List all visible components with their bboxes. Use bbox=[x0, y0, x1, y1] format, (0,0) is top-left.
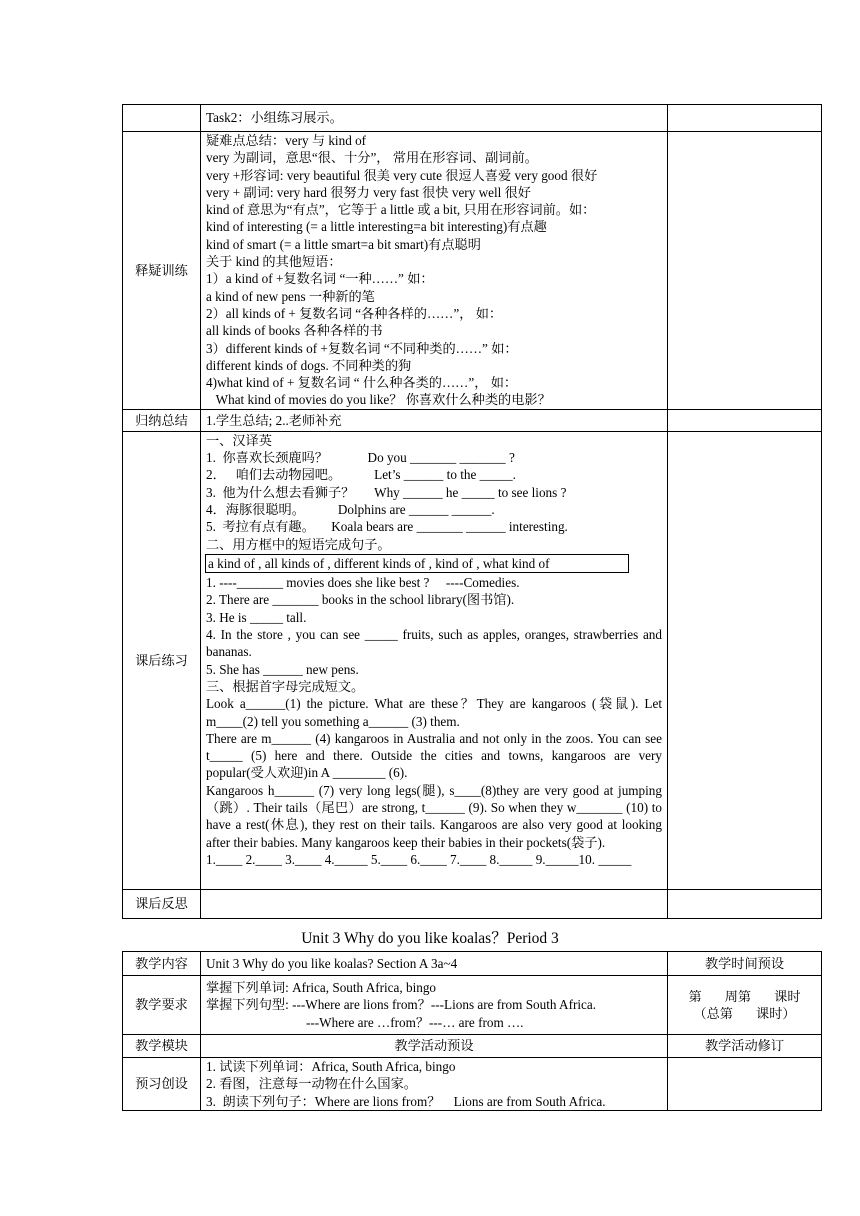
fansi-content bbox=[201, 889, 668, 918]
preview-line: 1. 试读下列单词：Africa, South Africa, bingo bbox=[206, 1059, 456, 1074]
fansi-note-cell bbox=[668, 889, 822, 918]
requirement-line: 掌握下列单词: Africa, South Africa, bingo bbox=[206, 980, 437, 996]
fansi-label: 课后反思 bbox=[123, 889, 201, 918]
activity-label: 教学活动预设 bbox=[201, 1035, 668, 1058]
preview-note-cell bbox=[668, 1058, 822, 1111]
shiyi-row bbox=[123, 132, 822, 410]
guina-note-cell bbox=[668, 409, 822, 431]
period-line: 第 周第 课时 bbox=[688, 988, 801, 1004]
preview-row bbox=[123, 1058, 822, 1111]
period-total: （总第 课时） bbox=[693, 1006, 796, 1021]
phrase-box: a kind of , all kinds of , different kinds of , kind of , what kind of bbox=[205, 554, 629, 573]
period-count bbox=[668, 976, 822, 1035]
shiyi-line: kind of smart (= a little smart=a bit smart)有点聪明 bbox=[206, 236, 481, 252]
shiyi-line: 2）all kinds of + 复数名词 “各种各样的……”， 如： bbox=[206, 305, 503, 321]
shiyi-line: kind of 意思为“有点”，它等于 a little 或 a bit, 只用在形容词前。如： bbox=[206, 202, 596, 218]
task2-text: Task2：小组练习展示。 bbox=[201, 105, 668, 132]
section-3-title: 三、根据首字母完成短文。 bbox=[206, 678, 365, 694]
section-1-title: 一、汉译英 bbox=[206, 432, 272, 448]
task2-row bbox=[123, 105, 822, 132]
passage-paragraph: Look a______(1) the picture. What are these？They are kangaroos (袋鼠). Let m____(2) tell you something a______ (3) them. bbox=[206, 696, 662, 729]
shiyi-content bbox=[201, 132, 668, 410]
shiyi-line: 3）different kinds of +复数名词 “不同种类的……” 如： bbox=[206, 340, 518, 356]
time-label: 教学时间预设 bbox=[668, 952, 822, 976]
content-text: Unit 3 Why do you like koalas? Section A 3a~4 bbox=[201, 952, 668, 976]
section-2-title: 二、用方框中的短语完成句子。 bbox=[206, 536, 391, 552]
shiyi-line: very + 副词: very hard 很努力 very fast 很快 very well 很好 bbox=[206, 184, 531, 200]
shiyi-line: kind of interesting (= a little interesting=a bit interesting)有点趣 bbox=[206, 219, 547, 235]
revise-label: 教学活动修订 bbox=[668, 1035, 822, 1058]
requirement-label: 教学要求 bbox=[123, 976, 201, 1035]
preview-content bbox=[201, 1058, 668, 1111]
shiyi-line: very +形容词: very beautiful 很美 very cute 很逗人喜爱 very good 很好 bbox=[206, 167, 598, 183]
shiyi-line: very 为副词，意思“很、十分”， 常用在形容词、副词前。 bbox=[206, 150, 538, 166]
translate-item: 5. 考拉有点有趣。 Koala bears are _______ ______ interesting. bbox=[206, 519, 568, 535]
fansi-row bbox=[123, 889, 822, 918]
translate-item: 4．海豚很聪明。 Dolphins are ______ ______. bbox=[206, 501, 495, 517]
guina-text: 1.学生总结; 2..老师补充 bbox=[201, 409, 668, 431]
passage-paragraph: There are m______ (4) kangaroos in Australia and not only in the zoos. You can see t_____ (5) here and there. Outside the cities and towns, kangaroos are very popular(受人欢迎)in A ________ (6). bbox=[206, 730, 662, 781]
translate-item: 3. 他为什么想去看狮子？ Why ______ he _____ to see lions ? bbox=[206, 484, 567, 500]
requirement-line: 掌握下列句型: ---Where are lions from？---Lions are from South Africa. bbox=[206, 997, 597, 1013]
requirement-row bbox=[123, 976, 822, 1035]
preview-line: 3. 朗读下列句子：Where are lions from？ Lions are from South Africa. bbox=[206, 1093, 606, 1109]
task2-note-cell bbox=[668, 105, 822, 132]
requirement-content bbox=[201, 976, 668, 1035]
shiyi-line: all kinds of books 各种各样的书 bbox=[206, 323, 383, 339]
content-label: 教学内容 bbox=[123, 952, 201, 976]
content-row bbox=[123, 952, 822, 976]
kehou-note-cell bbox=[668, 431, 822, 889]
task2-label-cell bbox=[123, 105, 201, 132]
shiyi-line: a kind of new pens 一种新的笔 bbox=[206, 288, 375, 304]
shiyi-line: 关于 kind 的其他短语： bbox=[206, 254, 342, 270]
translate-item: 1. 你喜欢长颈鹿吗？ Do you _______ _______ ? bbox=[206, 450, 515, 466]
preview-line: 2. 看图，注意每一动物在什么国家。 bbox=[206, 1076, 417, 1092]
shiyi-note-cell bbox=[668, 132, 822, 410]
fill-item: 3. He is _____ tall. bbox=[206, 609, 307, 625]
shiyi-line: 4)what kind of + 复数名词 “ 什么种各类的……”， 如： bbox=[206, 375, 518, 391]
kehou-content bbox=[201, 431, 668, 889]
module-label: 教学模块 bbox=[123, 1035, 201, 1058]
module-header-row bbox=[123, 1035, 822, 1058]
fill-item: 1. ----_______ movies does she like best ? ----Comedies. bbox=[206, 575, 520, 591]
guina-label: 归纳总结 bbox=[123, 409, 201, 431]
kehou-label: 课后练习 bbox=[123, 431, 201, 889]
fill-item: 4. In the store , you can see _____ fruits, such as apples, oranges, strawberries and bananas. bbox=[206, 627, 662, 660]
fill-item: 5. She has ______ new pens. bbox=[206, 661, 359, 677]
period-title: Unit 3 Why do you like koalas？Period 3 bbox=[301, 930, 559, 947]
answer-blanks: 1.____ 2.____ 3.____ 4._____ 5.____ 6.____ 7.____ 8._____ 9._____10. _____ bbox=[206, 851, 632, 867]
fill-item: 2. There are _______ books in the school library(图书馆). bbox=[206, 592, 515, 608]
guina-row bbox=[123, 409, 822, 431]
passage-paragraph: Kangaroos h______ (7) very long legs(腿), s____(8)they are very good at jumping（跳）. Their tails（尾巴）are strong, t______ (9). So when they w_______ (10) to have a rest(休息), they rest on their tails. Kangaroos are also very good at looking after their babies. Many kangaroos keep their babies in their pockets(袋子). bbox=[206, 782, 662, 850]
requirement-line: ---Where are …from？---… are from …. bbox=[306, 1014, 524, 1030]
shiyi-line: 疑难点总结：very 与 kind of bbox=[206, 133, 367, 148]
lesson-table-1 bbox=[122, 104, 822, 919]
shiyi-label: 释疑训练 bbox=[123, 132, 201, 410]
lesson-table-2 bbox=[122, 951, 822, 1111]
preview-label: 预习创设 bbox=[123, 1058, 201, 1111]
shiyi-line: different kinds of dogs. 不同种类的狗 bbox=[206, 357, 412, 373]
shiyi-line: 1）a kind of +复数名词 “一种……” 如： bbox=[206, 271, 434, 287]
shiyi-line: What kind of movies do you like？ 你喜欢什么种类的电影？ bbox=[206, 392, 551, 408]
kehou-row bbox=[123, 431, 822, 889]
translate-item: 2． 咱们去动物园吧。 Let’s ______ to the _____. bbox=[206, 467, 516, 483]
